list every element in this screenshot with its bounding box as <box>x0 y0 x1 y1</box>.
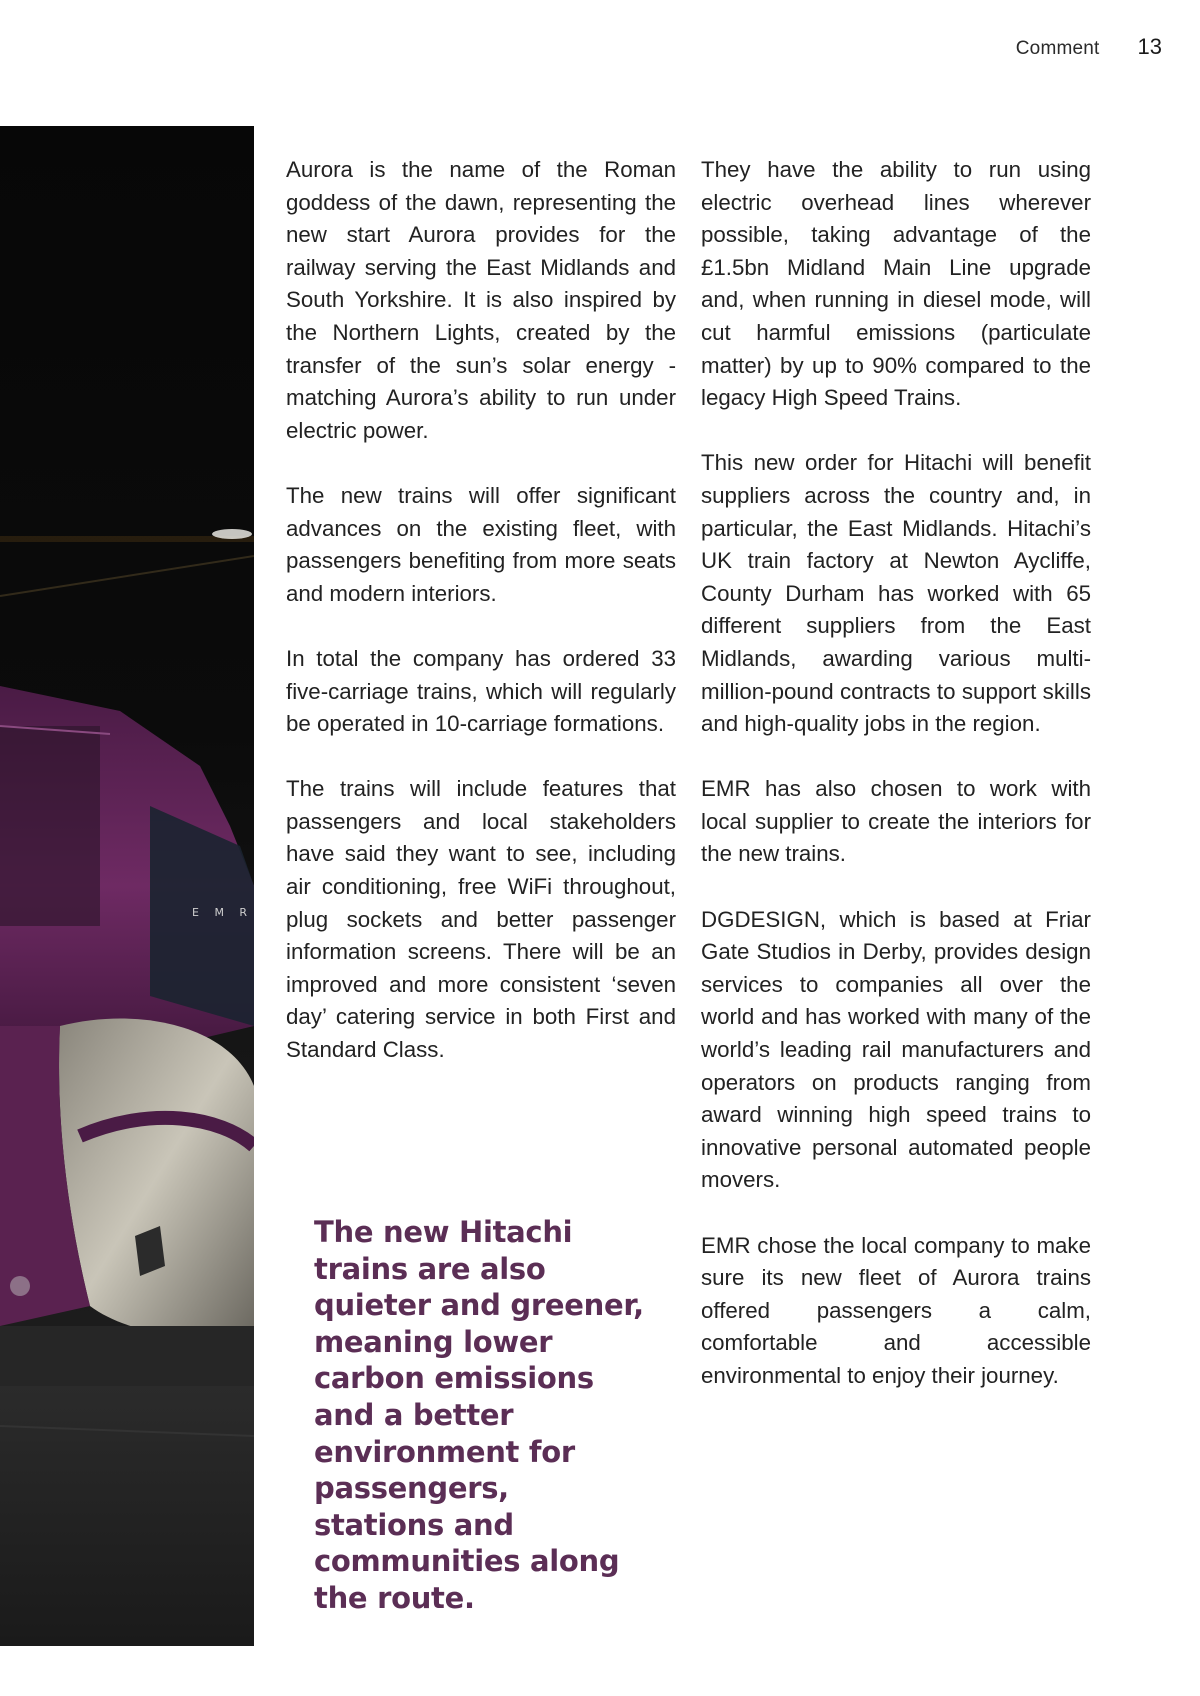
paragraph: Aurora is the name of the Roman goddess of the dawn, representing the new start Aurora provides for the railway serving the East Midlands and South Yorkshire. It is also inspired by the Northern Lights, created by the transfer of the sun’s solar energy - matching Aurora’s ability to run under electric power. <box>286 157 676 443</box>
paragraph: In total the company has ordered 33 five-carriage trains, which will regularly be operated in 10-carriage formations. <box>286 645 676 737</box>
page-number: 13 <box>1137 34 1162 59</box>
train-photo-icon <box>0 126 254 1646</box>
paragraph: The trains will include features that passengers and local stakeholders have said they want to see, including air conditioning, free WiFi throughout, plug sockets and better passenger information screens. There will be an improved and more consistent ‘seven day’ catering service in both First and Standard Class. <box>286 776 676 1063</box>
paragraph: EMR chose the local company to make sure its new fleet of Aurora trains offered passengers a calm, comfortable and accessible environmental to enjoy their journey. <box>701 1232 1091 1388</box>
pull-quote: The new Hitachi trains are also quieter and greener, meaning lower carbon emissions and a better environment for passengers, stations and communities along the route. <box>314 1215 644 1615</box>
page-header <box>1016 34 1162 60</box>
article-right-column <box>701 154 1091 1425</box>
paragraph: EMR has also chosen to work with local supplier to create the interiors for the new trains. <box>701 776 1091 867</box>
paragraph: This new order for Hitachi will benefit suppliers across the country and, in particular, the East Midlands. Hitachi’s UK train factory at Newton Aycliffe, County Durham has worked with 65 different suppliers from the East Midlands, awarding various multi-million-pound contracts to support skills and high-quality jobs in the region. <box>701 450 1091 737</box>
paragraph: They have the ability to run using electric overhead lines wherever possible, taking advantage of the £1.5bn Midland Main Line upgrade and, when running in diesel mode, will cut harmful emissions (particulate matter) by up to 90% compared to the legacy High Speed Trains. <box>701 157 1091 411</box>
train-livery-text: E M R <box>192 906 254 919</box>
article-left-column <box>286 154 676 1099</box>
section-label: Comment <box>1015 38 1100 59</box>
paragraph: The new trains will offer significant advances on the existing fleet, with passengers benefiting from more seats and modern interiors. <box>286 482 676 606</box>
paragraph: DGDESIGN, which is based at Friar Gate Studios in Derby, provides design services to companies all over the world and has worked with many of the world’s leading rail manufacturers and operators on products ranging from award winning high speed trains to innovative personal automated people movers. <box>701 906 1091 1193</box>
